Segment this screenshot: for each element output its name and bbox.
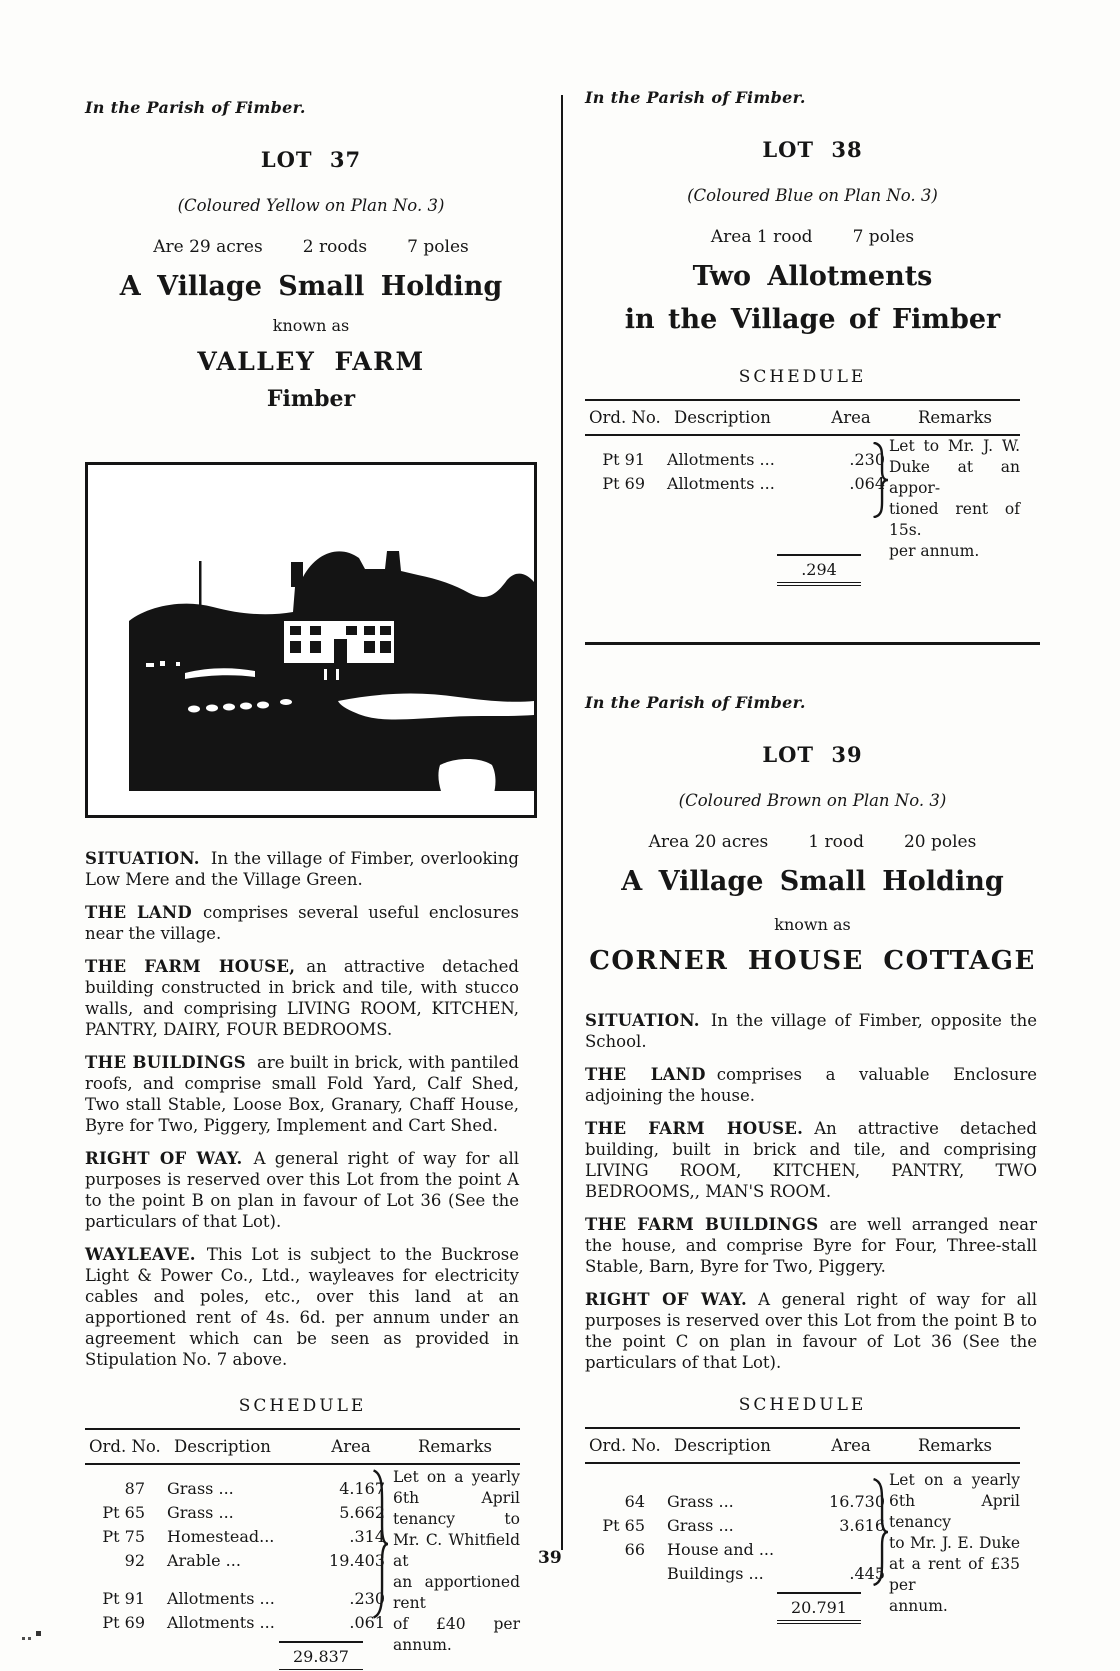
curly-brace-icon [871, 442, 888, 518]
paragraph-lead: WAYLEAVE. [85, 1245, 196, 1264]
area-part: Area 20 acres [648, 832, 769, 852]
area-part: Area 1 rood [710, 227, 813, 247]
header-ord-no: Ord. No. [589, 408, 661, 427]
place-name: Fimber [266, 386, 356, 412]
cell-ord [585, 1562, 645, 1586]
cell-description: Allotments ... [167, 1613, 275, 1632]
property-name: CORNER HOUSE COTTAGE [589, 946, 1036, 976]
header-description: Description [674, 408, 771, 427]
schedule-body [585, 436, 1020, 560]
coloured-line: (Coloured Yellow on Plan No. 3) [177, 196, 445, 215]
cell-area: 19.403 [329, 1551, 385, 1570]
known-as: known as [272, 316, 350, 335]
cell-description: Grass ... [667, 1492, 734, 1511]
right-column [585, 88, 1040, 1624]
holding-title: A Village Small Holding [621, 866, 1004, 897]
known-as: known as [774, 915, 851, 934]
paragraph-text: are built in brick, with pantiled roofs, and comprise small Fold Yard, Calf Shed, Two stall Stable, Loose Box, Granary, Chaff House, Byre for Two, Piggery, Implement and Cart Shed. [85, 1053, 519, 1135]
paragraph-lead: THE FARM HOUSE, [85, 957, 296, 976]
cell-description: Grass ... [167, 1479, 234, 1498]
parish-line: In the Parish of Fimber. [85, 98, 306, 117]
schedule-total: 20.791 [777, 1592, 861, 1624]
paragraph-lead: THE FARM BUILDINGS [585, 1215, 819, 1234]
cell-ord: Pt 91 [602, 450, 645, 469]
paragraph-text: In the village of Fimber, opposite the School. [585, 1011, 1037, 1051]
schedule-header-row [85, 1428, 520, 1465]
cell-area: .230 [849, 450, 885, 469]
paragraph-wayleave [85, 1244, 519, 1370]
cell-ord: 66 [624, 1540, 645, 1559]
cell-description: Allotments ... [167, 1589, 275, 1608]
remark-line: 6th April tenancy [889, 1492, 1020, 1531]
cell-description: House and ... [667, 1540, 775, 1559]
remark-line: Mr. C. Whitfield at [393, 1531, 520, 1570]
header-ord-no: Ord. No. [589, 1436, 661, 1455]
lot37-schedule [85, 1396, 520, 1671]
holding-subtitle: in the Village of Fimber [624, 304, 1001, 335]
paragraph-text: A general right of way for all purposes is reserved over this Lot from the point B to the point C on plan in favour of Lot 36 (See the particulars of that Lot). [585, 1290, 1038, 1372]
paragraph-text: A general right of way for all purposes is reserved over this Lot from the point A to the point B on plan in favour of Lot 36 (See the particulars of that Lot). [85, 1149, 520, 1231]
paragraph-lead: RIGHT OF WAY. [585, 1290, 748, 1309]
farmhouse-photo-art [88, 465, 534, 815]
area-part: 7 poles [407, 237, 469, 257]
curly-brace-icon [371, 1469, 388, 1619]
paragraph-farm-house [85, 956, 519, 1040]
cell-ord: Pt 91 [102, 1589, 145, 1608]
schedule-header-row [585, 1427, 1020, 1464]
paragraph-text: comprises several useful enclosures near the village. [85, 903, 519, 943]
paragraph-text: an attractive detached building constructed in brick and tile, with stucco walls, and comprising LIVING ROOM, KITCHEN, PANTRY, DAIRY, FOUR BEDROOMS. [85, 957, 519, 1039]
scan-artifact [22, 1637, 25, 1640]
cell-ord: Pt 69 [602, 474, 645, 493]
paragraph-text: In the village of Fimber, overlooking Low Mere and the Village Green. [85, 849, 519, 889]
cell-area: 3.616 [839, 1516, 885, 1535]
cell-ord: Pt 75 [102, 1527, 145, 1546]
remark-line: annum. [889, 1597, 948, 1615]
holding-title: A Village Small Holding [119, 271, 503, 302]
cell-description: Buildings ... [667, 1564, 764, 1583]
paragraph-right-of-way [85, 1148, 519, 1232]
paragraph-lead: THE LAND [585, 1065, 706, 1084]
cell-description: Homestead... [167, 1527, 275, 1546]
header-remarks: Remarks [417, 1437, 493, 1456]
lot-number: LOT 37 [260, 147, 362, 172]
paragraph-farm-buildings [585, 1214, 1037, 1277]
paragraph-buildings [85, 1052, 519, 1136]
cell-area: 5.662 [339, 1503, 385, 1522]
cell-description: Arable ... [167, 1551, 241, 1570]
remarks-block [889, 436, 1020, 562]
cell-ord: 64 [624, 1492, 645, 1511]
lot-number: LOT 39 [762, 742, 863, 767]
area-part: 1 rood [808, 832, 864, 852]
schedule-total: .294 [777, 554, 861, 586]
remark-line: Let on a yearly [393, 1468, 520, 1486]
coloured-line: (Coloured Blue on Plan No. 3) [687, 186, 938, 205]
area-line [585, 832, 1040, 852]
paragraph-text: comprises a valuable Enclosure adjoining the house. [585, 1065, 1037, 1105]
header-area: Area [331, 1437, 371, 1456]
paragraph-right-of-way [585, 1289, 1037, 1373]
parish-line: In the Parish of Fimber. [585, 88, 806, 107]
paragraph-lead: SITUATION. [585, 1011, 700, 1030]
schedule-total: 29.837 [279, 1641, 363, 1671]
area-line [85, 237, 537, 257]
paragraph-farm-house [585, 1118, 1037, 1202]
schedule-body [85, 1465, 520, 1654]
coloured-line: (Coloured Brown on Plan No. 3) [678, 791, 947, 810]
paragraph-text: An attractive detached building, built in brick and tile, and comprising LIVING ROOM, KITCHEN, PANTRY, TWO BEDROOMS,, MAN'S ROOM. [585, 1119, 1037, 1201]
paragraph-text: are well arranged near the house, and comprise Byre for Four, Three-stall Stable, Barn, Byre for Two, Piggery. [585, 1215, 1037, 1276]
cell-area: .314 [349, 1527, 385, 1546]
cell-ord: Pt 69 [102, 1613, 145, 1632]
schedule-heading: SCHEDULE [238, 1396, 367, 1416]
lot38-schedule [585, 367, 1020, 586]
cell-ord: 92 [124, 1551, 145, 1570]
holding-title: Two Allotments [692, 261, 933, 292]
area-part: 7 poles [852, 227, 915, 247]
remark-line: Duke at an appor- [889, 458, 1020, 497]
remarks-block [889, 1470, 1020, 1617]
remarks-block [393, 1467, 520, 1656]
header-description: Description [174, 1437, 271, 1456]
farm-photograph [85, 462, 537, 818]
lot37-particulars [85, 848, 519, 1370]
remark-line: of £40 per annum. [393, 1615, 520, 1654]
cell-description: Grass ... [167, 1503, 234, 1522]
paragraph-situation [585, 1010, 1037, 1052]
header-description: Description [674, 1436, 771, 1455]
paragraph-lead: RIGHT OF WAY. [85, 1149, 243, 1168]
paragraph-lead: SITUATION. [85, 849, 200, 868]
cell-ord: 87 [124, 1479, 145, 1498]
cell-area: .445 [849, 1564, 885, 1583]
area-part: 2 roods [302, 237, 368, 257]
header-remarks: Remarks [917, 408, 993, 427]
curly-brace-icon [871, 1478, 888, 1586]
paragraph-the-land [85, 902, 519, 944]
lot-number: LOT 38 [762, 137, 863, 162]
header-area: Area [831, 408, 871, 427]
paragraph-lead: THE BUILDINGS [85, 1053, 246, 1072]
remark-line: an apportioned rent [393, 1573, 520, 1612]
lot39-particulars [585, 1010, 1037, 1373]
cell-ord: Pt 65 [102, 1503, 145, 1522]
parish-line: In the Parish of Fimber. [585, 693, 806, 712]
paragraph-lead: THE LAND [85, 903, 192, 922]
paragraph-the-land [585, 1064, 1037, 1106]
cell-area: 16.730 [829, 1492, 885, 1511]
column-divider [561, 95, 563, 1550]
area-part: 20 poles [903, 832, 977, 852]
cell-area: .064 [849, 474, 885, 493]
cell-description: Allotments ... [667, 450, 775, 469]
area-part: Are 29 acres [153, 237, 263, 257]
remark-line: tioned rent of 15s. [889, 500, 1020, 539]
lot39-schedule [585, 1395, 1020, 1624]
remark-line: Let on a yearly [889, 1471, 1020, 1489]
area-line [585, 227, 1040, 247]
schedule-heading: SCHEDULE [738, 1395, 867, 1415]
cell-area: 4.167 [339, 1479, 385, 1498]
header-area: Area [831, 1436, 871, 1455]
remark-line: 6th April tenancy to [393, 1489, 520, 1528]
cell-area: .230 [349, 1589, 385, 1608]
remark-line: Let to Mr. J. W. [889, 437, 1020, 455]
remark-line: to Mr. J. E. Duke [889, 1534, 1020, 1552]
schedule-header-row [585, 399, 1020, 436]
section-divider-rule [585, 642, 1040, 645]
remark-line: at a rent of £35 per [889, 1555, 1020, 1594]
lot37-section [85, 98, 537, 1671]
paragraph-lead: THE FARM HOUSE. [585, 1119, 804, 1138]
schedule-heading: SCHEDULE [738, 367, 867, 387]
paragraph-text: This Lot is subject to the Buckrose Light & Power Co., Ltd., wayleaves for electricity cables and poles, etc., over this land at an apportioned rent of 4s. 6d. per annum under an agreement which can be seen as provided in Stipulation No. 7 above. [85, 1245, 519, 1369]
cell-ord: Pt 65 [602, 1516, 645, 1535]
page-number: 39 [538, 1548, 562, 1568]
cell-description: Grass ... [667, 1516, 734, 1535]
paragraph-situation [85, 848, 519, 890]
cell-area: .061 [349, 1613, 385, 1632]
cell-description: Allotments ... [667, 474, 775, 493]
header-remarks: Remarks [917, 1436, 993, 1455]
header-ord-no: Ord. No. [89, 1437, 161, 1456]
remark-line: per annum. [889, 542, 980, 560]
property-name: VALLEY FARM [197, 347, 425, 376]
